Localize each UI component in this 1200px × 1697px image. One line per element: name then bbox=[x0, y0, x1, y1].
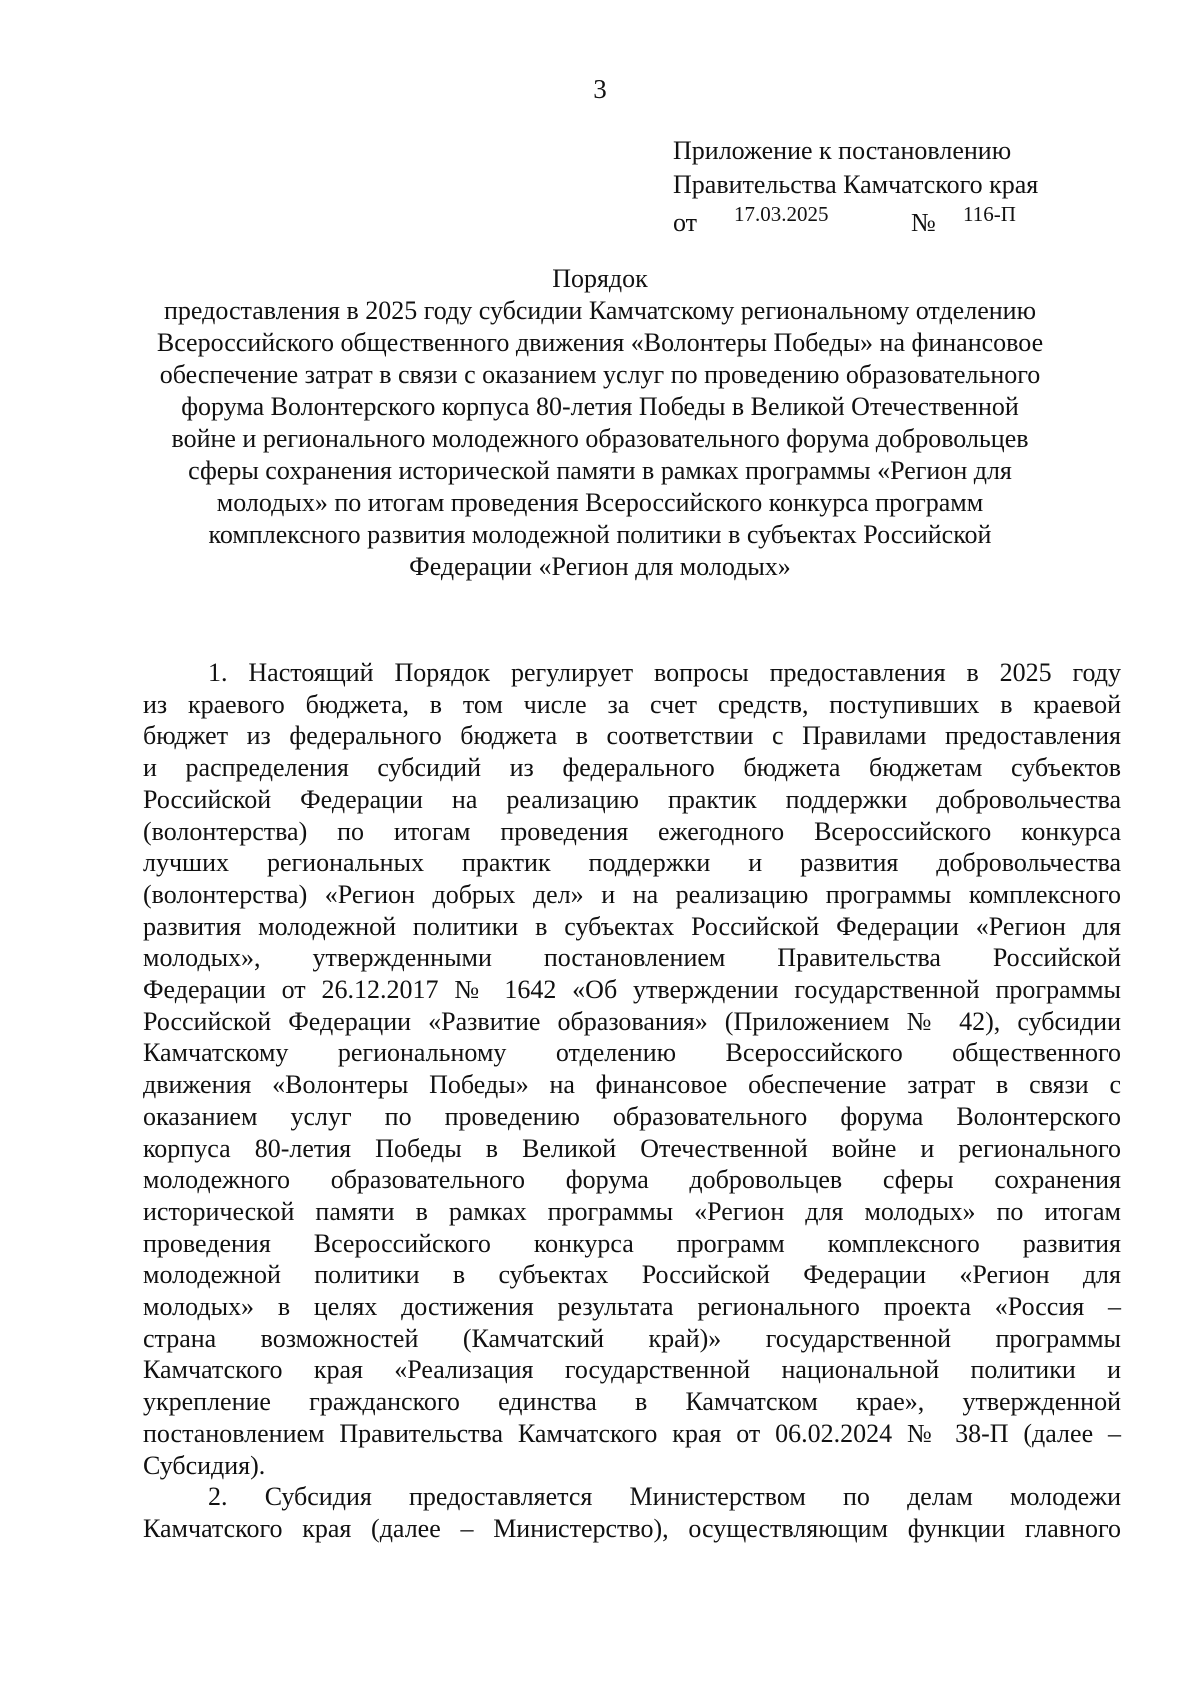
paragraph-line: 1. Настоящий Порядок регулирует вопросы предоставления в 2025 году bbox=[208, 658, 1121, 687]
paragraph-2 bbox=[143, 1481, 1121, 1544]
paragraph-line: постановлением Правительства Камчатского края от 06.02.2024 № 38-П (далее – bbox=[143, 1418, 1121, 1448]
paragraph-line: молодых» в целях достижения результата регионального проекта «Россия – bbox=[143, 1292, 1121, 1322]
paragraph-line: Камчатскому региональному отделению Всероссийского общественного bbox=[143, 1038, 1121, 1068]
title-heading: Порядок bbox=[552, 264, 648, 293]
paragraph-line: и распределения субсидий из федерального бюджета бюджетам субъектов bbox=[143, 753, 1121, 783]
paragraph-line: проведения Всероссийского конкурса программ комплексного развития bbox=[143, 1228, 1121, 1258]
decree-date: 17.03.2025 bbox=[734, 202, 829, 226]
document-title bbox=[140, 263, 1060, 583]
appendix-line-1: Приложение к постановлению bbox=[673, 136, 1012, 165]
title-line: предоставления в 2025 году субсидии Камчатскому региональному отделению bbox=[164, 296, 1036, 325]
paragraph-1 bbox=[143, 657, 1121, 1481]
paragraph-line: Российской Федерации «Развитие образования» (Приложением № 42), субсидии bbox=[143, 1006, 1121, 1036]
appendix-reference bbox=[673, 202, 1038, 236]
number-sign: № bbox=[911, 208, 936, 237]
paragraph-line: лучших региональных практик поддержки и развития добровольчества bbox=[143, 848, 1121, 878]
paragraph-line: молодежной политики в субъектах Российской Федерации «Регион для bbox=[143, 1260, 1121, 1290]
appendix-header bbox=[673, 134, 1038, 236]
title-line: Всероссийского общественного движения «Волонтеры Победы» на финансовое bbox=[156, 328, 1044, 357]
paragraph-line: Камчатского края (далее – Министерство), осуществляющим функции главного bbox=[143, 1513, 1121, 1543]
paragraph-line: бюджет из федерального бюджета в соответствии с Правилами предоставления bbox=[143, 721, 1121, 751]
paragraph-line: 2. Субсидия предоставляется Министерством по делам молодежи bbox=[208, 1482, 1121, 1512]
title-line: молодых» по итогам проведения Всероссийского конкурса программ bbox=[216, 488, 984, 517]
decree-number: 116-П bbox=[963, 202, 1016, 226]
title-line: комплексного развития молодежной политики в субъектах Российской bbox=[208, 520, 992, 549]
paragraph-line: молодежного образовательного форума добровольцев сферы сохранения bbox=[143, 1165, 1121, 1195]
document-body bbox=[143, 657, 1121, 1545]
paragraph-line: Федерации от 26.12.2017 № 1642 «Об утверждении государственной программы bbox=[143, 975, 1121, 1005]
date-prefix: от bbox=[673, 208, 698, 237]
paragraph-line: исторической памяти в рамках программы «Регион для молодых» по итогам bbox=[143, 1196, 1121, 1226]
paragraph-line: движения «Волонтеры Победы» на финансовое обеспечение затрат в связи с bbox=[143, 1070, 1121, 1100]
paragraph-line: Субсидия). bbox=[143, 1450, 266, 1480]
paragraph-line: молодых», утвержденными постановлением Правительства Российской bbox=[143, 943, 1121, 973]
paragraph-line: Российской Федерации на реализацию практик поддержки добровольчества bbox=[143, 784, 1121, 814]
paragraph-line: корпуса 80-летия Победы в Великой Отечественной войне и регионального bbox=[143, 1133, 1121, 1163]
title-line: войне и регионального молодежного образовательного форума добровольцев bbox=[171, 424, 1029, 453]
title-line: обеспечение затрат в связи с оказанием услуг по проведению образовательного bbox=[159, 360, 1041, 389]
title-line: форума Волонтерского корпуса 80-летия Победы в Великой Отечественной bbox=[181, 392, 1019, 421]
paragraph-line: развития молодежной политики в субъектах Российской Федерации «Регион для bbox=[143, 911, 1121, 941]
paragraph-line: из краевого бюджета, в том числе за счет средств, поступивших в краевой bbox=[143, 689, 1121, 719]
page-number: 3 bbox=[593, 74, 607, 104]
paragraph-line: (волонтерства) по итогам проведения ежегодного Всероссийского конкурса bbox=[143, 816, 1121, 846]
title-line: Федерации «Регион для молодых» bbox=[409, 552, 791, 581]
paragraph-line: (волонтерства) «Регион добрых дел» и на реализацию программы комплексного bbox=[143, 879, 1121, 909]
title-line: сферы сохранения исторической памяти в рамках программы «Регион для bbox=[188, 456, 1012, 485]
paragraph-line: Камчатского края «Реализация государственной национальной политики и bbox=[143, 1355, 1121, 1385]
paragraph-line: оказанием услуг по проведению образовательного форума Волонтерского bbox=[143, 1101, 1121, 1131]
paragraph-line: страна возможностей (Камчатский край)» государственной программы bbox=[143, 1323, 1121, 1353]
paragraph-line: укрепление гражданского единства в Камчатском крае», утвержденной bbox=[143, 1387, 1121, 1417]
appendix-line-2: Правительства Камчатского края bbox=[673, 170, 1039, 199]
